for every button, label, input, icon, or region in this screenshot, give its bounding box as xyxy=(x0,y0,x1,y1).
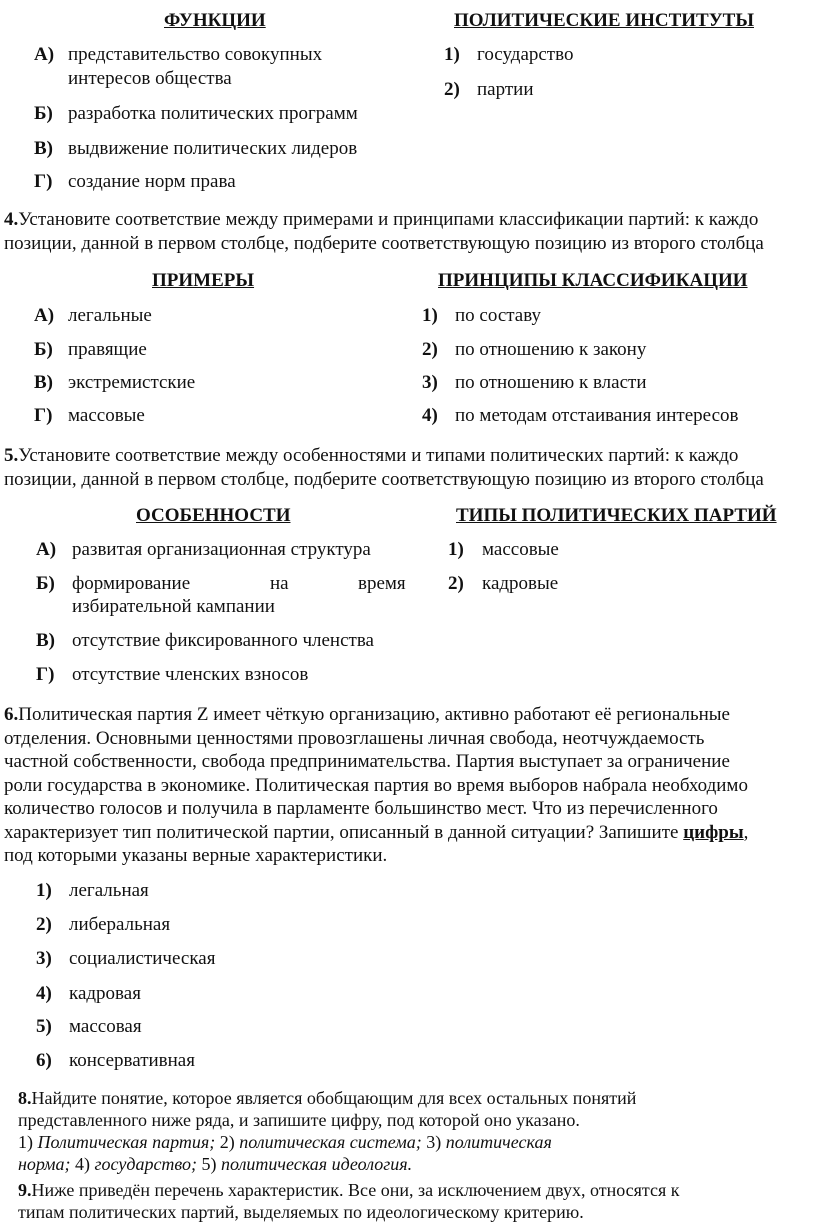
option-text-1: легальная xyxy=(69,880,149,901)
item-text-a: развитая организационная структура xyxy=(72,539,371,560)
item-key-b: Б) xyxy=(34,103,53,124)
item-text-a-cont: интересов общества xyxy=(68,68,232,89)
item-text-b-word3: время xyxy=(358,573,406,594)
item-text-g: массовые xyxy=(68,405,145,426)
item-key-3: 3) xyxy=(422,372,438,393)
task-text: Установите соответствие между особенностями и типами политических партий: к каждо xyxy=(18,445,739,466)
task6-prompt xyxy=(4,703,748,868)
features-header: ОСОБЕННОСТИ xyxy=(136,505,291,526)
item-key-4: 4) xyxy=(422,405,438,426)
item-key-v: В) xyxy=(34,372,53,393)
examples-header: ПРИМЕРЫ xyxy=(152,270,255,291)
item-key-1: 1) xyxy=(448,539,464,560)
item-key-g: Г) xyxy=(34,405,53,426)
punctuation: , xyxy=(743,821,749,843)
task4-prompt xyxy=(4,208,764,255)
item-key-a: А) xyxy=(34,305,55,326)
classification-principles-header: ПРИНЦИПЫ КЛАССИФИКАЦИИ xyxy=(438,270,748,291)
task-number: 5. xyxy=(4,445,19,466)
item-text-b: разработка политических программ xyxy=(68,103,358,124)
party-types-header: ТИПЫ ПОЛИТИЧЕСКИХ ПАРТИЙ xyxy=(456,505,777,526)
item-key-1: 1) xyxy=(444,44,460,65)
item-text-2: партии xyxy=(477,79,534,100)
task-text-line: характеризует тип политической партии, описанный в данной ситуации? Запишите xyxy=(4,821,684,843)
item-term: политическая идеология. xyxy=(221,1154,413,1174)
task-text: Установите соответствие между примерами и принципами классификации партий: к каждо xyxy=(18,209,759,230)
task-text-line: под которыми указаны верные характеристики. xyxy=(4,845,388,866)
task-text: Ниже приведён перечень характеристик. Все они, за исключением двух, относятся к xyxy=(31,1180,680,1200)
task-text-line: отделения. Основными ценностями провозглашены личная свобода, неотчуждаемость xyxy=(4,727,705,749)
item-key-g: Г) xyxy=(36,664,55,685)
item-text-1: государство xyxy=(477,44,574,65)
option-key-1: 1) xyxy=(36,880,52,901)
item-text-b-word2: на xyxy=(270,573,289,594)
task-number: 4. xyxy=(4,209,19,230)
task-text-cont: типам политических партий, выделяемых по идеологическому критерию. xyxy=(18,1202,584,1222)
functions-header: ФУНКЦИИ xyxy=(164,10,266,31)
task-number: 9. xyxy=(18,1180,32,1200)
item-key-g: Г) xyxy=(34,171,53,192)
task9-prompt xyxy=(18,1179,680,1223)
item-text-b-word1: формирование xyxy=(72,573,191,594)
item-text-b-cont: избирательной кампании xyxy=(72,596,275,617)
task-text-line: роли государства в экономике. Политическая партия во время выборов набрала необходимо xyxy=(4,774,748,796)
item-text-g: отсутствие членских взносов xyxy=(72,664,309,685)
option-key-6: 6) xyxy=(36,1050,52,1071)
task-text-line: частной собственности, свобода предпринимательства. Партия выступает за ограничение xyxy=(4,751,730,772)
item-number: 2) xyxy=(219,1132,235,1152)
item-text-2: кадровые xyxy=(482,573,559,594)
item-text-2: по отношению к закону xyxy=(455,339,647,360)
item-text-v: экстремистские xyxy=(68,372,196,393)
item-key-b: Б) xyxy=(36,573,55,594)
option-text-2: либеральная xyxy=(69,914,171,935)
task-text-line: количество голосов и получила в парламенте большинство мест. Что из перечисленного xyxy=(4,798,718,819)
item-text-g: создание норм права xyxy=(68,171,236,192)
option-text-6: консервативная xyxy=(69,1050,195,1071)
item-text-3: по отношению к власти xyxy=(455,372,647,393)
item-text-1: по составу xyxy=(455,305,542,326)
item-term-cont: норма; xyxy=(18,1154,71,1174)
task-text: Политическая партия Z имеет чёткую организацию, активно работают её региональные xyxy=(18,704,730,725)
task-text-cont: представленного ниже ряда, и запишите цифру, под которой оно указано. xyxy=(18,1110,580,1130)
item-key-1: 1) xyxy=(422,305,438,326)
item-text-v: отсутствие фиксированного членства xyxy=(72,630,374,651)
option-key-2: 2) xyxy=(36,914,52,935)
item-number: 1) xyxy=(18,1132,33,1152)
item-key-a: А) xyxy=(34,44,55,65)
item-text-v: выдвижение политических лидеров xyxy=(68,138,358,159)
item-term: государство; xyxy=(94,1154,198,1174)
task-number: 8. xyxy=(18,1088,32,1108)
item-key-a: А) xyxy=(36,539,57,560)
item-key-v: В) xyxy=(36,630,55,651)
item-number: 5) xyxy=(201,1154,217,1174)
item-term: Политическая партия; xyxy=(37,1132,216,1152)
task-text-cont: позиции, данной в первом столбце, подберите соответствующую позицию из второго столбца xyxy=(4,468,764,490)
task-text-cont: позиции, данной в первом столбце, подберите соответствующую позицию из второго столбца xyxy=(4,232,764,254)
item-term: политическая xyxy=(445,1132,552,1152)
item-text-a: представительство совокупных xyxy=(68,44,323,65)
item-text-b: правящие xyxy=(68,339,147,360)
task5-prompt xyxy=(4,444,764,491)
option-key-3: 3) xyxy=(36,948,52,969)
emphasis-digits: цифры xyxy=(683,821,744,843)
task-number: 6. xyxy=(4,704,19,725)
item-text-a: легальные xyxy=(68,305,152,326)
political-institutions-header: ПОЛИТИЧЕСКИЕ ИНСТИТУТЫ xyxy=(454,10,754,31)
task-text: Найдите понятие, которое является обобщающим для всех остальных понятий xyxy=(31,1088,637,1108)
item-text-1: массовые xyxy=(482,539,559,560)
item-key-b: Б) xyxy=(34,339,53,360)
item-term: политическая система; xyxy=(239,1132,422,1152)
item-key-2: 2) xyxy=(422,339,438,360)
item-number: 3) xyxy=(426,1132,442,1152)
item-text-4: по методам отстаивания интересов xyxy=(455,405,739,426)
option-text-3: социалистическая xyxy=(69,948,216,969)
option-key-4: 4) xyxy=(36,983,52,1004)
option-text-5: массовая xyxy=(69,1016,142,1037)
task8-prompt xyxy=(18,1087,636,1175)
item-key-2: 2) xyxy=(448,573,464,594)
option-text-4: кадровая xyxy=(69,983,141,1004)
option-key-5: 5) xyxy=(36,1016,52,1037)
item-key-2: 2) xyxy=(444,79,460,100)
item-key-v: В) xyxy=(34,138,53,159)
item-number: 4) xyxy=(75,1154,91,1174)
